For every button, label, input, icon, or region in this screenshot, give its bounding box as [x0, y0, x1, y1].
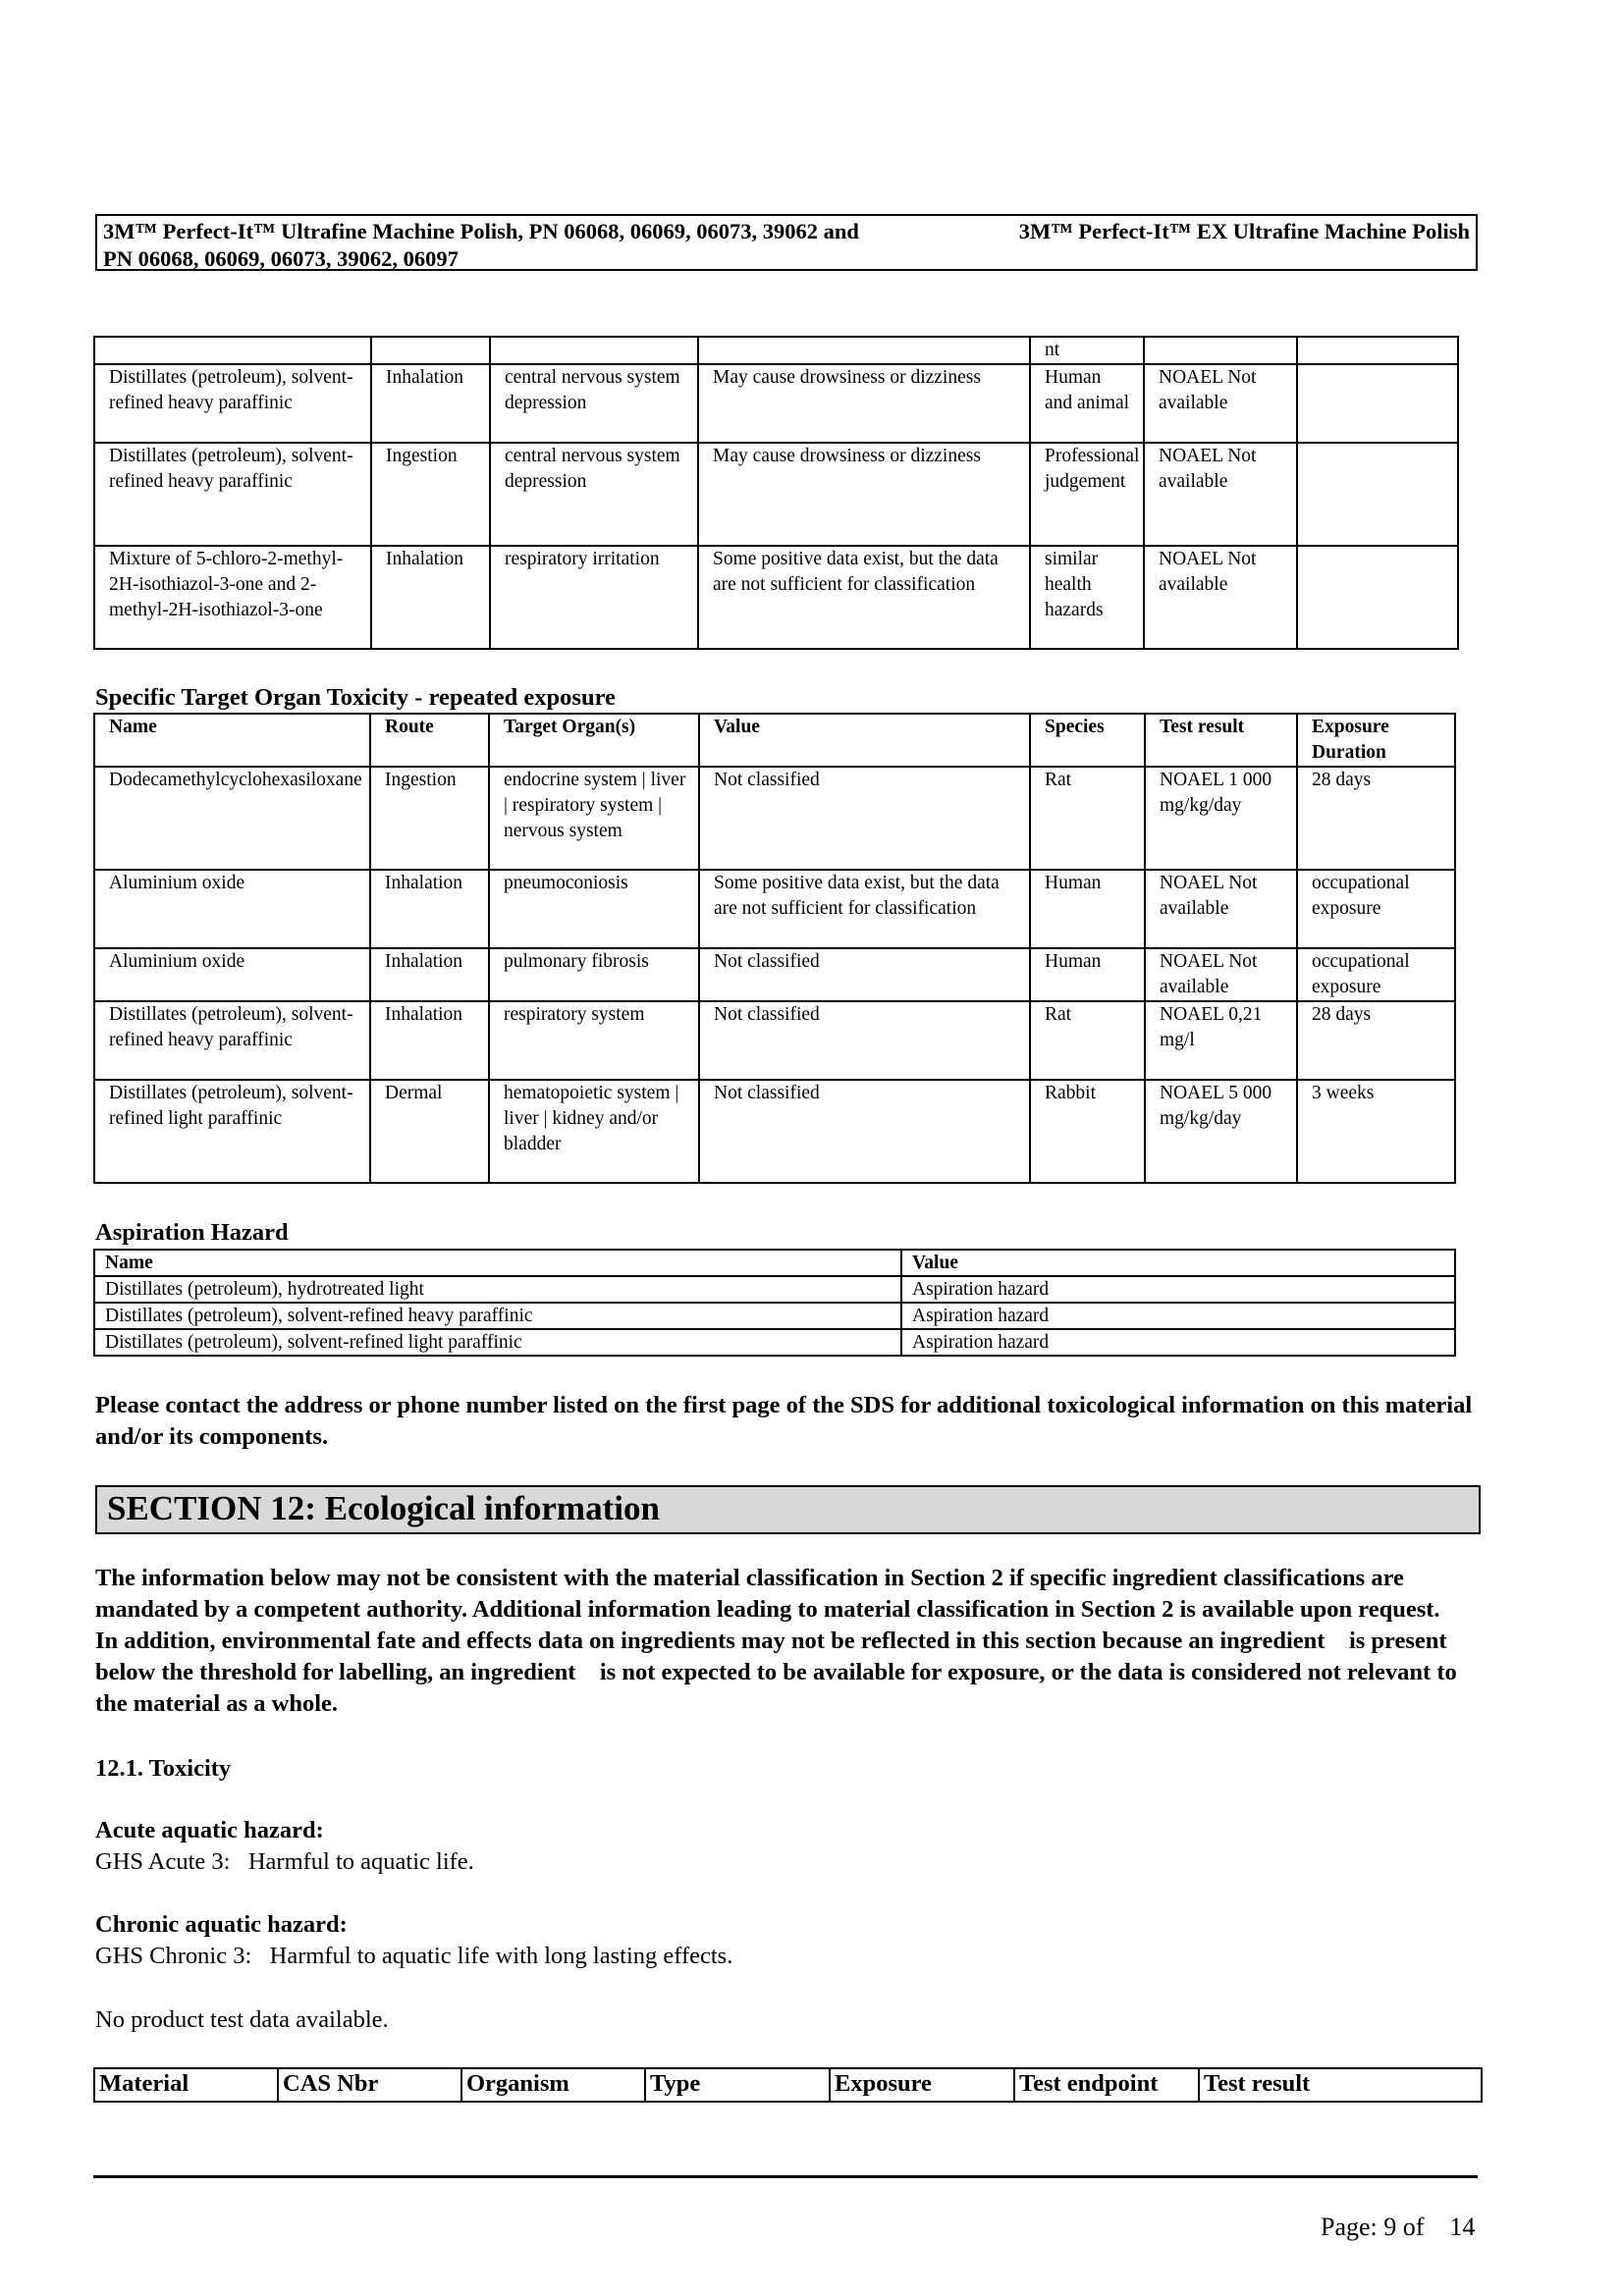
repeated-exposure-title: Specific Target Organ Toxicity - repeated exposure [95, 684, 616, 711]
header-product-line-2: PN 06068, 06069, 06073, 39062, 06097 [103, 246, 459, 271]
document-header [95, 214, 1478, 271]
table-cell: Not classified [699, 767, 1030, 870]
column-header: Test result [1145, 714, 1297, 767]
column-header: Type [645, 2068, 830, 2102]
table-cell: Aspiration hazard [901, 1303, 1455, 1329]
table-cell: Inhalation [370, 948, 489, 1001]
table-cell: Ingestion [371, 443, 490, 546]
table-cell: 28 days [1297, 1001, 1455, 1080]
table-cell [371, 337, 490, 364]
table-cell: May cause drowsiness or dizziness [698, 364, 1030, 443]
table-row [94, 1276, 1455, 1303]
table-cell: central nervous system depression [490, 364, 698, 443]
column-header: Exposure [830, 2068, 1014, 2102]
column-header: Organism [461, 2068, 645, 2102]
table-row [94, 443, 1458, 546]
table-cell: Inhalation [371, 364, 490, 443]
column-header: Material [94, 2068, 278, 2102]
table-cell [94, 337, 371, 364]
table-cell: May cause drowsiness or dizziness [698, 443, 1030, 546]
column-header: Target Organ(s) [489, 714, 699, 767]
table-cell: similar health hazards [1030, 546, 1144, 649]
table-cell: Dermal [370, 1080, 489, 1183]
table-cell [1297, 337, 1458, 364]
single-exposure-table [93, 336, 1459, 650]
aspiration-table [93, 1249, 1456, 1357]
header-product-line-1: 3M™ Perfect-It™ Ultrafine Machine Polish, PN 06068, 06069, 06073, 39062 and [103, 219, 859, 243]
column-header: Test result [1199, 2068, 1482, 2102]
table-cell: Dodecamethylcyclohexasiloxane [94, 767, 370, 870]
contact-note: Please contact the address or phone number listed on the first page of the SDS for additional toxicological information on this material and/or its components. [95, 1392, 1473, 1450]
column-header: Value [901, 1250, 1455, 1276]
section-12-title: SECTION 12: Ecological information [95, 1485, 1481, 1534]
table-cell: NOAEL Not available [1145, 948, 1297, 1001]
table-cell: Distillates (petroleum), solvent-refined heavy paraffinic [94, 1001, 370, 1080]
acute-hazard-heading: Acute aquatic hazard: [95, 1817, 324, 1843]
table-cell: nt [1030, 337, 1144, 364]
table-cell: NOAEL Not available [1145, 870, 1297, 948]
table-cell: NOAEL 5 000 mg/kg/day [1145, 1080, 1297, 1183]
table-cell [1297, 443, 1458, 546]
column-header: CAS Nbr [278, 2068, 461, 2102]
table-cell [1297, 546, 1458, 649]
table-cell [698, 337, 1030, 364]
table-row [94, 546, 1458, 649]
column-header: Value [699, 714, 1030, 767]
table-cell: Not classified [699, 1080, 1030, 1183]
page-number: Page: 9 of 14 [1321, 2213, 1476, 2241]
table-cell: central nervous system depression [490, 443, 698, 546]
chronic-hazard-heading: Chronic aquatic hazard: [95, 1911, 348, 1938]
column-header: Exposure Duration [1297, 714, 1455, 767]
table-row [94, 767, 1455, 870]
table-cell: Aluminium oxide [94, 870, 370, 948]
table-cell: Distillates (petroleum), solvent-refined heavy paraffinic [94, 1303, 901, 1329]
header-product-line-1-right: 3M™ Perfect-It™ EX Ultrafine Machine Polish [1018, 219, 1470, 243]
table-cell: Not classified [699, 948, 1030, 1001]
table-cell: Inhalation [370, 870, 489, 948]
table-cell: Human and animal [1030, 364, 1144, 443]
ecotoxicity-table [93, 2067, 1483, 2103]
table-cell: Distillates (petroleum), solvent-refined light paraffinic [94, 1080, 370, 1183]
table-cell: Human [1030, 948, 1145, 1001]
table-row [94, 1080, 1455, 1183]
acute-hazard-text: GHS Acute 3: Harmful to aquatic life. [95, 1848, 474, 1875]
table-cell: Mixture of 5-chloro-2-methyl-2H-isothiazol-3-one and 2-methyl-2H-isothiazol-3-one [94, 546, 371, 649]
table-cell: 3 weeks [1297, 1080, 1455, 1183]
table-cell: NOAEL 0,21 mg/l [1145, 1001, 1297, 1080]
footer-rule [93, 2175, 1478, 2178]
table-cell: Ingestion [370, 767, 489, 870]
table-cell: Distillates (petroleum), solvent-refined heavy paraffinic [94, 364, 371, 443]
column-header: Route [370, 714, 489, 767]
table-cell: Aspiration hazard [901, 1329, 1455, 1356]
table-cell: NOAEL Not available [1144, 546, 1297, 649]
table-cell [1297, 364, 1458, 443]
chronic-hazard-text: GHS Chronic 3: Harmful to aquatic life with long lasting effects. [95, 1943, 733, 1969]
table-cell: Aspiration hazard [901, 1276, 1455, 1303]
table-cell: Human [1030, 870, 1145, 948]
table-cell [1144, 337, 1297, 364]
table-row [94, 1303, 1455, 1329]
table-row [94, 948, 1455, 1001]
column-header: Test endpoint [1014, 2068, 1199, 2102]
table-row [94, 1001, 1455, 1080]
column-header: Name [94, 714, 370, 767]
table-cell: Some positive data exist, but the data are not sufficient for classification [699, 870, 1030, 948]
column-header: Name [94, 1250, 901, 1276]
table-cell: Not classified [699, 1001, 1030, 1080]
no-test-data-note: No product test data available. [95, 2006, 389, 2033]
table-cell: Inhalation [370, 1001, 489, 1080]
table-row [94, 337, 1458, 364]
table-row [94, 364, 1458, 443]
table-cell: Rat [1030, 1001, 1145, 1080]
table-cell: pneumoconiosis [489, 870, 699, 948]
table-cell: occupational exposure [1297, 870, 1455, 948]
repeated-exposure-table [93, 713, 1456, 1184]
table-cell: Some positive data exist, but the data are not sufficient for classification [698, 546, 1030, 649]
table-cell [490, 337, 698, 364]
section-12-intro: The information below may not be consistent with the material classification in Section 2 if specific ingredient classifications are mandated by a competent authority. Additional information leading to material classification in Section 2 is available upon request. In addition, environmental fate and effects data on ingredients may not be reflected in this section because an ingredient is present below the threshold for labelling, an ingredient is not expected to be available for exposure, or the data is considered not relevant to the material as a whole. [95, 1565, 1465, 1717]
table-cell: pulmonary fibrosis [489, 948, 699, 1001]
table-cell: Rat [1030, 767, 1145, 870]
table-row [94, 870, 1455, 948]
aspiration-title: Aspiration Hazard [95, 1219, 289, 1246]
table-cell: Aluminium oxide [94, 948, 370, 1001]
table-cell: Rabbit [1030, 1080, 1145, 1183]
table-cell: respiratory system [489, 1001, 699, 1080]
table-cell: Professional judgement [1030, 443, 1144, 546]
table-cell: hematopoietic system | liver | kidney and/or bladder [489, 1080, 699, 1183]
table-row [94, 1329, 1455, 1356]
toxicity-heading: 12.1. Toxicity [95, 1755, 232, 1782]
table-cell: respiratory irritation [490, 546, 698, 649]
table-cell: 28 days [1297, 767, 1455, 870]
table-cell: Distillates (petroleum), solvent-refined heavy paraffinic [94, 443, 371, 546]
table-cell: occupational exposure [1297, 948, 1455, 1001]
table-cell: NOAEL Not available [1144, 443, 1297, 546]
table-cell: NOAEL 1 000 mg/kg/day [1145, 767, 1297, 870]
table-cell: endocrine system | liver | respiratory system | nervous system [489, 767, 699, 870]
table-cell: Distillates (petroleum), solvent-refined light paraffinic [94, 1329, 901, 1356]
column-header: Species [1030, 714, 1145, 767]
table-cell: Inhalation [371, 546, 490, 649]
table-cell: NOAEL Not available [1144, 364, 1297, 443]
table-cell: Distillates (petroleum), hydrotreated light [94, 1276, 901, 1303]
